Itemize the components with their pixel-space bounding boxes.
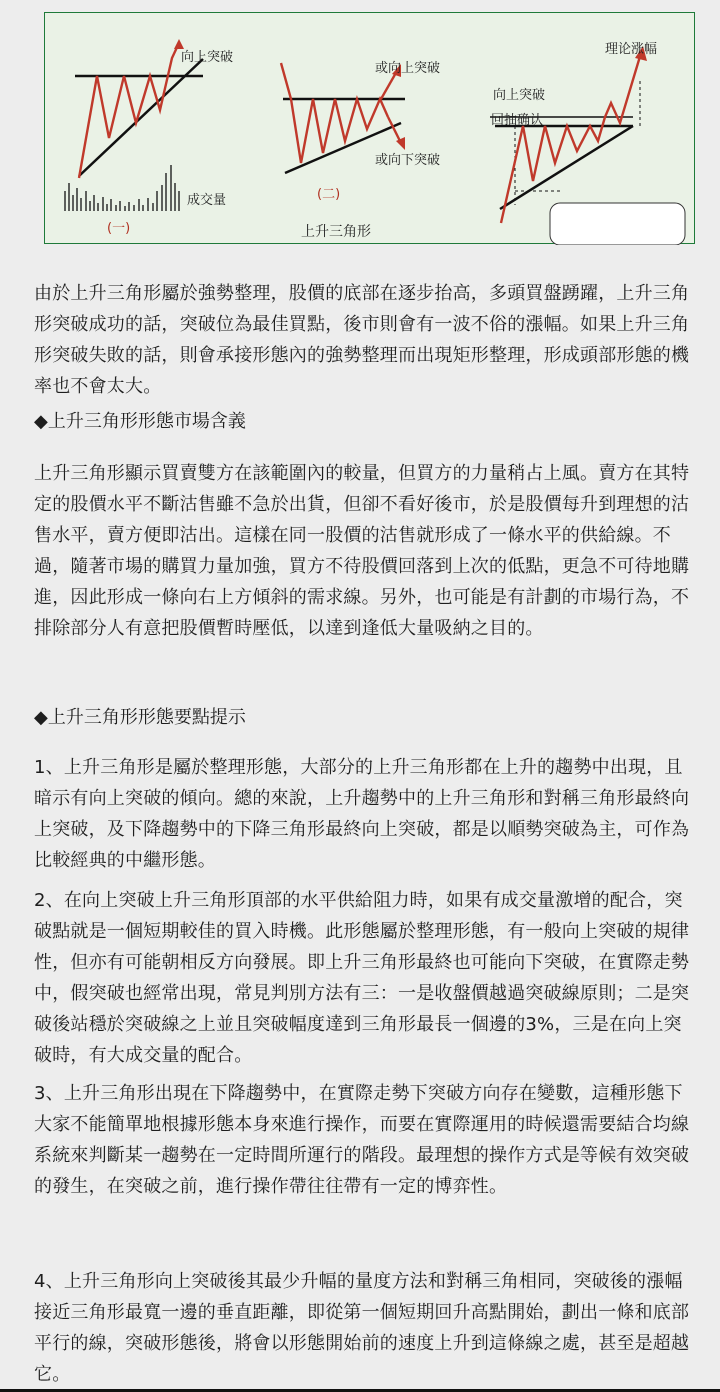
label-volume: 成交量 xyxy=(187,193,227,208)
meaning-text: 上升三角形顯示買賣雙方在該範圍內的較量，但買方的力量稍占上風。賣方在其特定的股價水平不斷沽售雖不急於出貨，但卻不看好後市，於是股價每升到理想的沽售水平，賣方便即沽出。這樣在同一股價的沽售就形成了一條水平的供給線。不過，隨著市場的購買力量加強，買方不待股價回落到上次的低點，更急不可待地購進，因此形成一條向右上方傾斜的需求線。另外，也可能是有計劃的市場行為，不排除部分人有意把股價暫時壓低，以達到逢低大量吸納之目的。 xyxy=(34,463,690,639)
point-2-paragraph xyxy=(34,885,694,1071)
intro-paragraph xyxy=(34,278,694,402)
point-4-paragraph xyxy=(34,1266,694,1390)
label-figure-1: (一) xyxy=(107,221,131,236)
ascending-triangle-diagram xyxy=(44,12,695,244)
label-breakout-up-1: 向上突破 xyxy=(181,50,234,65)
diagram-title: 上升三角形 xyxy=(301,224,371,240)
point-4-text: 4、上升三角形向上突破後其最少升幅的量度方法和對稱三角相同，突破後的漲幅接近三角形最寬一邊的垂直距離，即從第一個短期回升高點開始，劃出一條和底部平行的線，突破形態後，將會以形態開始前的速度上升到這條線之處，甚至是超越它。 xyxy=(34,1271,690,1385)
redaction-box xyxy=(550,203,685,245)
intro-text: 由於上升三角形屬於強勢整理，股價的底部在逐步抬高，多頭買盤踴躍，上升三角形突破成功的話，突破位為最佳買點，後市則會有一波不俗的漲幅。如果上升三角形突破失敗的話，則會承接形態內的強勢整理而出現矩形整理，形成頭部形態的機率也不會太大。 xyxy=(34,283,690,397)
point-1-paragraph xyxy=(34,752,694,876)
pattern-sketches xyxy=(45,13,696,245)
point-3-paragraph xyxy=(34,1078,694,1202)
label-breakout-up-or: 或向上突破 xyxy=(375,61,441,76)
meaning-paragraph xyxy=(34,458,694,644)
point-1-text: 1、上升三角形是屬於整理形態，大部分的上升三角形都在上升的趨勢中出現，且暗示有向上突破的傾向。總的來說，上升趨勢中的上升三角形和對稱三角形最終向上突破，及下降趨勢中的下降三角形最終向上突破，都是以順勢突破為主，可作為比較經典的中繼形態。 xyxy=(34,757,690,871)
section-heading-meaning: ◆上升三角形形態市場含義 xyxy=(34,411,246,432)
price-line-3 xyxy=(501,53,641,223)
figure-3-sketch xyxy=(490,46,647,223)
point-3-text: 3、上升三角形出現在下降趨勢中，在實際走勢下突破方向存在變數，這種形態下大家不能簡單地根據形態本身來進行操作，而要在實際運用的時候還需要結合均線系統來判斷某一趨勢在一定時間所運行的階段。最理想的操作方式是等候有效突破的發生，在突破之前，進行操作帶往往帶有一定的博弈性。 xyxy=(34,1083,690,1197)
point-2-text: 2、在向上突破上升三角形頂部的水平供給阻力時，如果有成交量激增的配合，突破點就是一個短期較佳的買入時機。此形態屬於整理形態，有一般向上突破的規律性，但亦有可能朝相反方向發展。即上升三角形最終也可能向下突破，在實際走勢中，假突破也經常出現，常見判別方法有三：一是收盤價越過突破線原則；二是突破後站穩於突破線之上並且突破幅度達到三角形最長一個邊的3%，三是在向上突破時，有大成交量的配合。 xyxy=(34,890,690,1066)
price-line-2 xyxy=(281,63,388,163)
label-breakout-down-or: 或向下突破 xyxy=(375,153,441,168)
label-figure-2: (二) xyxy=(317,187,341,202)
section-heading-points: ◆上升三角形形態要點提示 xyxy=(34,707,246,728)
price-line-1 xyxy=(79,43,179,178)
label-breakout-up-3: 向上突破 xyxy=(493,88,546,103)
label-pullback: 回抽确认 xyxy=(491,113,544,128)
label-target: 理论涨幅 xyxy=(605,42,658,57)
breakout-down-path xyxy=(388,117,401,143)
